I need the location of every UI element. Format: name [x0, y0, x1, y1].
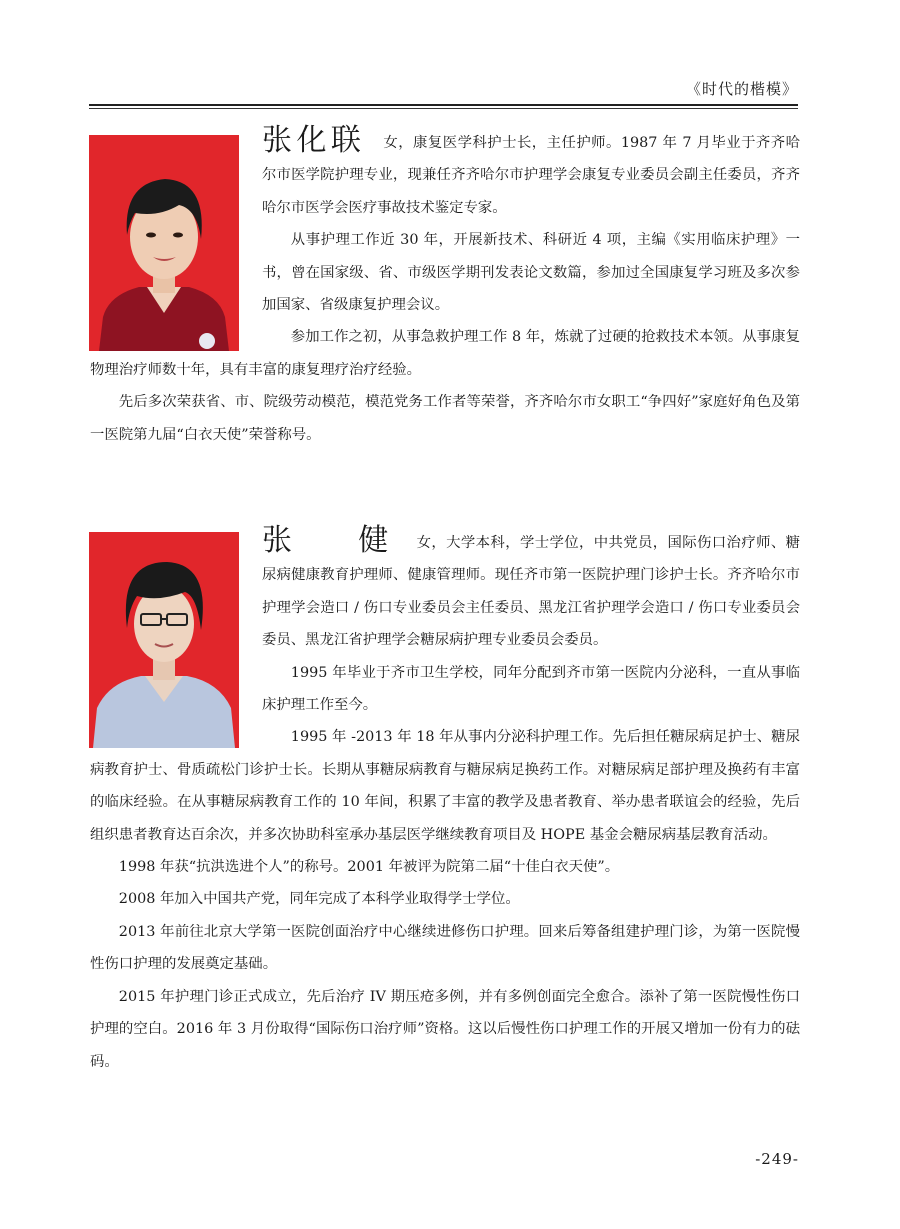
bio-1-paragraph-1: 张化联 女，康复医学科护士长，主任护师。1987 年 7 月毕业于齐齐哈尔市医学院护理专业，现兼任齐齐哈尔市护理学会康复专业委员会副主任委员，齐齐哈尔市医学会医疗事故技术鉴定专家。: [262, 123, 800, 216]
bio-2-paragraph-2: 1995 年毕业于齐市卫生学校，同年分配到齐市第一医院内分泌科，一直从事临床护理工作至今。: [262, 664, 800, 714]
bio-section-2: [90, 522, 800, 1078]
bio-2-paragraph-6: 2013 年前往北京大学第一医院创面治疗中心继续进修伤口护理。回来后筹备组建护理门诊，为第一医院慢性伤口护理的发展奠定基础。: [90, 923, 800, 973]
person-name-2: 张 健: [262, 523, 417, 558]
bio-2-paragraph-3: 1995 年 -2013 年 18 年从事内分泌科护理工作。先后担任糖尿病足护士、糖尿病教育护士、骨质疏松门诊护士长。长期从事糖尿病教育与糖尿病足换药工作。对糖尿病足部护理及换药有丰富的临床经验。在从事糖尿病教育工作的 10 年间，积累了丰富的教学及患者教育、举办患者联谊会的经验，先后组织患者教育达百余次，并多次协助科室承办基层医学继续教育项目及 HOPE 基金会糖尿病基层教育活动。: [90, 729, 800, 843]
bio-1-paragraph-2: 从事护理工作近 30 年，开展新技术、科研近 4 项，主编《实用临床护理》一书，曾在国家级、省、市级医学期刊发表论文数篇，参加过全国康复学习班及多次参加国家、省级康复护理会议。: [262, 232, 800, 314]
bio-2-paragraph-7: 2015 年护理门诊正式成立，先后治疗 IV 期压疮多例，并有多例创面完全愈合。添补了第一医院慢性伤口护理的空白。2016 年 3 月份取得“国际伤口治疗师”资格。这以后慢性伤口护理工作的开展又增加一份有力的砝码。: [90, 988, 800, 1070]
bio-section-1: [90, 122, 800, 451]
bio-2-paragraph-1: 张 健女，大学本科，学士学位，中共党员，国际伤口治疗师、糖尿病健康教育护理师、健康管理师。现任齐市第一医院护理门诊护士长。齐齐哈尔市护理学会造口 / 伤口专业委员会主任委员、黑龙江省护理学会造口 / 伤口专业委员会委员、黑龙江省护理学会糖尿病护理专业委员会委员。: [262, 523, 800, 649]
bio-2-paragraph-5: 2008 年加入中国共产党，同年完成了本科学业取得学士学位。: [118, 891, 520, 908]
photo-1-float-spacer: [90, 124, 262, 340]
running-header: 《时代的楷模》: [685, 80, 798, 98]
header-rule-thick: [89, 104, 798, 106]
header-rule-thin: [89, 108, 798, 109]
bio-2-paragraph-4: 1998 年获“抗洪选进个人”的称号。2001 年被评为院第二届“十佳白衣天使”。: [118, 859, 620, 876]
person-name-1: 张化联: [262, 123, 366, 158]
bio-1-paragraph-3: 参加工作之初，从事急救护理工作 8 年，炼就了过硬的抢救技术本领。从事康复物理治疗师数十年，具有丰富的康复理疗治疗经验。: [90, 329, 800, 378]
bio-1-paragraph-4: 先后多次荣获省、市、院级劳动模范，模范党务工作者等荣誉，齐齐哈尔市女职工“争四好”家庭好角色及第一医院第九届“白衣天使”荣誉称号。: [90, 394, 800, 443]
photo-2-float-spacer: [90, 524, 262, 740]
page-number: -249-: [755, 1150, 799, 1168]
